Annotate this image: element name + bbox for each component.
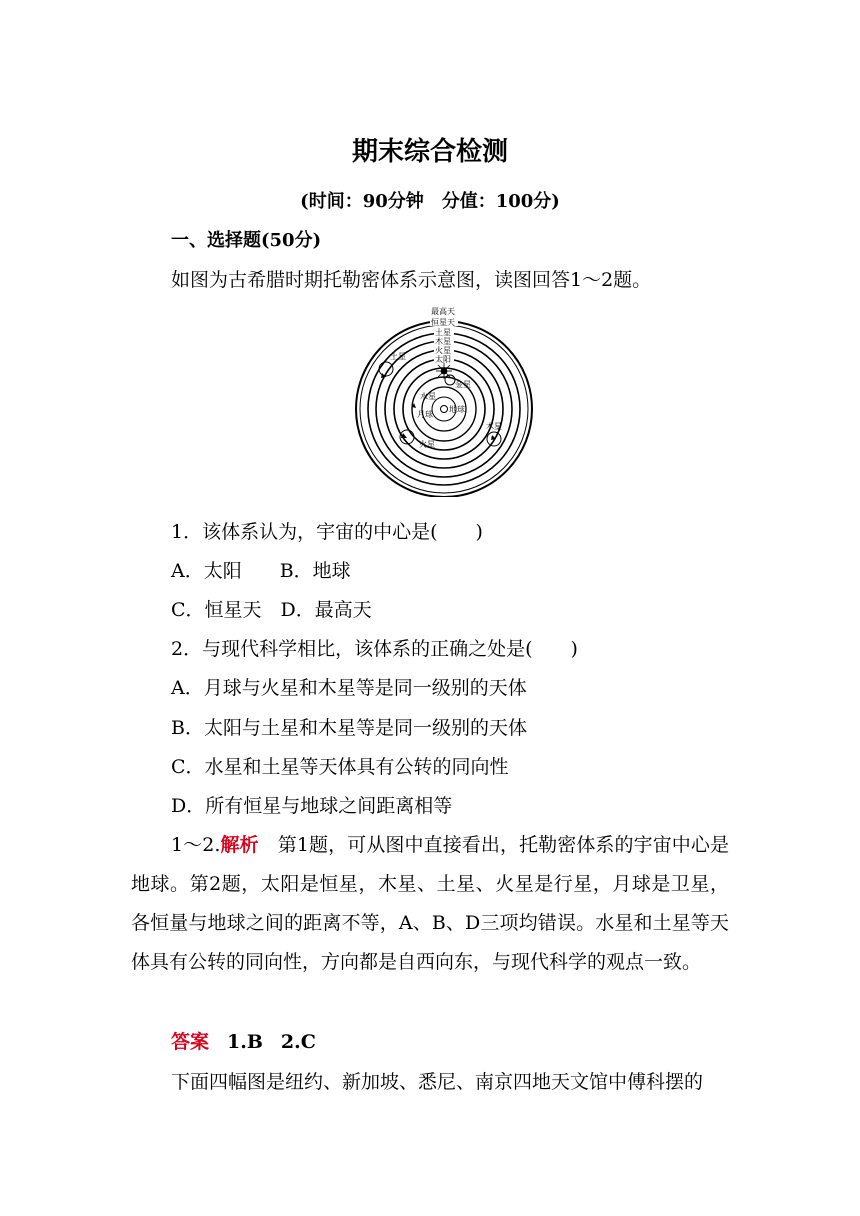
answer-label: 答案 bbox=[171, 1031, 210, 1053]
label-jupiter: 木星 bbox=[486, 422, 502, 431]
label-mars: 火星 bbox=[419, 440, 435, 449]
label-saturn-ring: 土星 bbox=[435, 328, 451, 337]
question-2-stem: 2．与现代科学相比，该体系的正确之处是( ) bbox=[171, 638, 578, 660]
question-intro: 如图为古希腊时期托勒密体系示意图，读图回答1～2题。 bbox=[171, 269, 652, 291]
label-venus: 金星 bbox=[455, 380, 471, 389]
label-sun-ring: 太阳 bbox=[435, 355, 451, 364]
sun-icon bbox=[436, 363, 452, 379]
question-2-option-d: D．所有恒星与地球之间距离相等 bbox=[171, 795, 453, 817]
page-title: 期末综合检测 bbox=[351, 137, 508, 167]
answer-line bbox=[171, 1030, 316, 1054]
ring-sun bbox=[403, 368, 485, 450]
exam-info: (时间：90分钟 分值：100分) bbox=[300, 191, 560, 212]
earth-icon bbox=[441, 406, 448, 413]
label-earth: 地球 bbox=[449, 405, 465, 414]
label-highest-heaven: 最高天 bbox=[431, 307, 455, 316]
label-mercury: 水星 bbox=[420, 392, 436, 401]
analysis-label: 解析 bbox=[220, 834, 259, 856]
section-heading: 一、选择题(50分) bbox=[171, 230, 322, 251]
question-2-option-a: A．月球与火星和木星等是同一级别的天体 bbox=[171, 677, 527, 699]
label-jupiter-ring: 木星 bbox=[435, 337, 451, 346]
question-1-options-cd: C．恒星天 D．最高天 bbox=[171, 599, 372, 621]
label-saturn: 土星 bbox=[390, 352, 406, 361]
question-2-option-b: B．太阳与土星和木星等是同一级别的天体 bbox=[171, 717, 527, 739]
answer-1: 1.B bbox=[227, 1031, 263, 1053]
label-mars-ring: 火星 bbox=[435, 346, 451, 355]
label-moon: 月球 bbox=[417, 410, 433, 419]
question-2-option-c: C．水星和土星等天体具有公转的同向性 bbox=[171, 756, 509, 778]
label-fixed-stars: 恒星天 bbox=[431, 318, 455, 327]
answer-2: 2.C bbox=[280, 1031, 316, 1053]
ptolemaic-system-diagram bbox=[352, 305, 536, 497]
question-1-stem: 1．该体系认为，宇宙的中心是( ) bbox=[171, 521, 483, 543]
next-question-intro: 下面四幅图是纽约、新加坡、悉尼、南京四地天文馆中傅科摆的 bbox=[171, 1071, 704, 1093]
analysis-text: 第1题，可从图中直接看出，托勒密体系的宇宙中心是地球。第2题，太阳是恒星，木星、土星、火星是行星，月球是卫星，各恒量与地球之间的距离不等，A、B、D三项均错误。水星和土星等天体具有公转的同向性，方向都是自西向东，与现代科学的观点一致。 bbox=[131, 834, 729, 973]
analysis-prefix: 1～2. bbox=[171, 834, 221, 856]
analysis-paragraph bbox=[131, 826, 729, 982]
question-1-options-ab: A．太阳 B．地球 bbox=[171, 560, 351, 582]
